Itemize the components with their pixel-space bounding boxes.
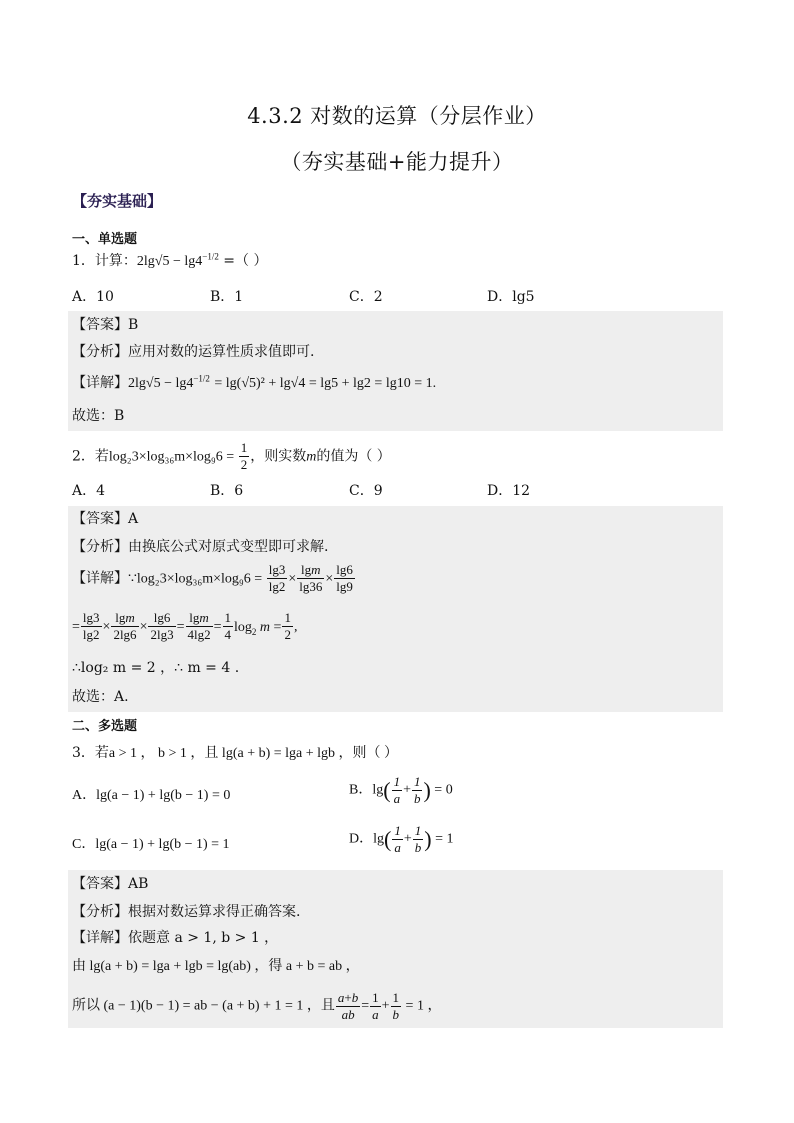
q3-line-2: 由 lg(a + b) = lga + lgb = lg(ab) ，得 a + b = ab ， <box>72 959 360 974</box>
q1-detail: 【详解】$2\lg√5 - \lg 4^{-1/2} = \lg(√5)^2 + \lg√4 = \lg 5 + \lg 2 = \lg 10 = 1$. <box>72 373 437 391</box>
section-heading: 【夯实基础】 <box>72 192 163 210</box>
q1-answer: 【答案】B <box>72 317 139 333</box>
q2-option-a: A．4 <box>72 483 106 499</box>
q3-option-a: A．lg(a − 1) + lg(b − 1) = 0 <box>72 788 231 803</box>
q1-option-a: A．10 <box>72 289 114 305</box>
page-subtitle: （夯实基础+能力提升） <box>280 150 514 174</box>
question-2: 2．若log₂3×log₃₆m×log₉6 = $\frac{1}{2}$ ，则实数m的值为（ ） <box>72 440 391 472</box>
q3-analysis: 【分析】根据对数运算求得正确答案. <box>72 904 301 920</box>
q1-choice: 故选：B <box>72 408 125 424</box>
question-3: 3．若a > 1 ， b > 1 ，且 lg(a + b) = lga + lgb ，则（ ） <box>72 745 399 761</box>
q2-analysis: 【分析】由换底公式对原式变型即可求解. <box>72 539 329 555</box>
q2-option-d: D．12 <box>487 483 531 499</box>
q3-option-b: B．lg( $\frac{1}{a}$ + $\frac{1}{b}$ ) = 0 <box>349 774 453 806</box>
part-multi-choice: 二、多选题 <box>72 719 138 734</box>
q1-option-d: D．lg5 <box>487 289 535 305</box>
question-1: 1．计算：$2\lg√5 - \lg 4^{-1/2}$ =（ ） <box>72 251 268 269</box>
q3-detail: 【详解】依题意 a > 1, b > 1 ， <box>72 930 279 946</box>
page-title: 4.3.2 对数的运算（分层作业） <box>247 104 547 128</box>
q2-detail: 【详解】∵log₂3×log₃₆m×log₉6 = $\frac{\lg 3}{\lg 2}$ × $\frac{\lg m}{\lg 36}$ × $\frac{\lg 6}{\lg 9}$ <box>72 562 353 594</box>
q1-analysis: 【分析】应用对数的运算性质求值即可. <box>72 344 315 360</box>
q2-derivation: = $\frac{\lg 3}{\lg 2}$ × $\frac{\lg m}{2\lg 6}$ × $\frac{\lg 6}{2\lg 3}$ = $\frac{\lg m}{4\lg 2}$ = $\frac{1}{4}$ $\log_2 m$ = $\frac{1}{2}$ , <box>72 610 298 642</box>
q3-option-c: C．lg(a − 1) + lg(b − 1) = 1 <box>72 837 230 852</box>
q3-option-d: D．lg( $\frac{1}{a}$ + $\frac{1}{b}$ ) = 1 <box>349 823 454 855</box>
q3-line-3: 所以 (a − 1)(b − 1) = ab − (a + b) + 1 = 1 ，且 $\frac{a+b}{ab}$ = $\frac{1}{a}$ + $\frac{1}{b}$ = 1 ， <box>72 990 442 1022</box>
q2-answer: 【答案】A <box>72 511 139 527</box>
q2-result: ∴log₂ m = 2 ，∴ m = 4 . <box>72 660 240 676</box>
q2-option-c: C．9 <box>349 483 383 499</box>
q2-choice: 故选：A. <box>72 689 129 705</box>
q3-answer: 【答案】AB <box>72 876 149 892</box>
q1-option-b: B．1 <box>210 289 244 305</box>
q1-answer-box <box>68 311 723 431</box>
part-single-choice: 一、单选题 <box>72 232 138 247</box>
q1-option-c: C．2 <box>349 289 383 305</box>
q2-option-b: B．6 <box>210 483 244 499</box>
